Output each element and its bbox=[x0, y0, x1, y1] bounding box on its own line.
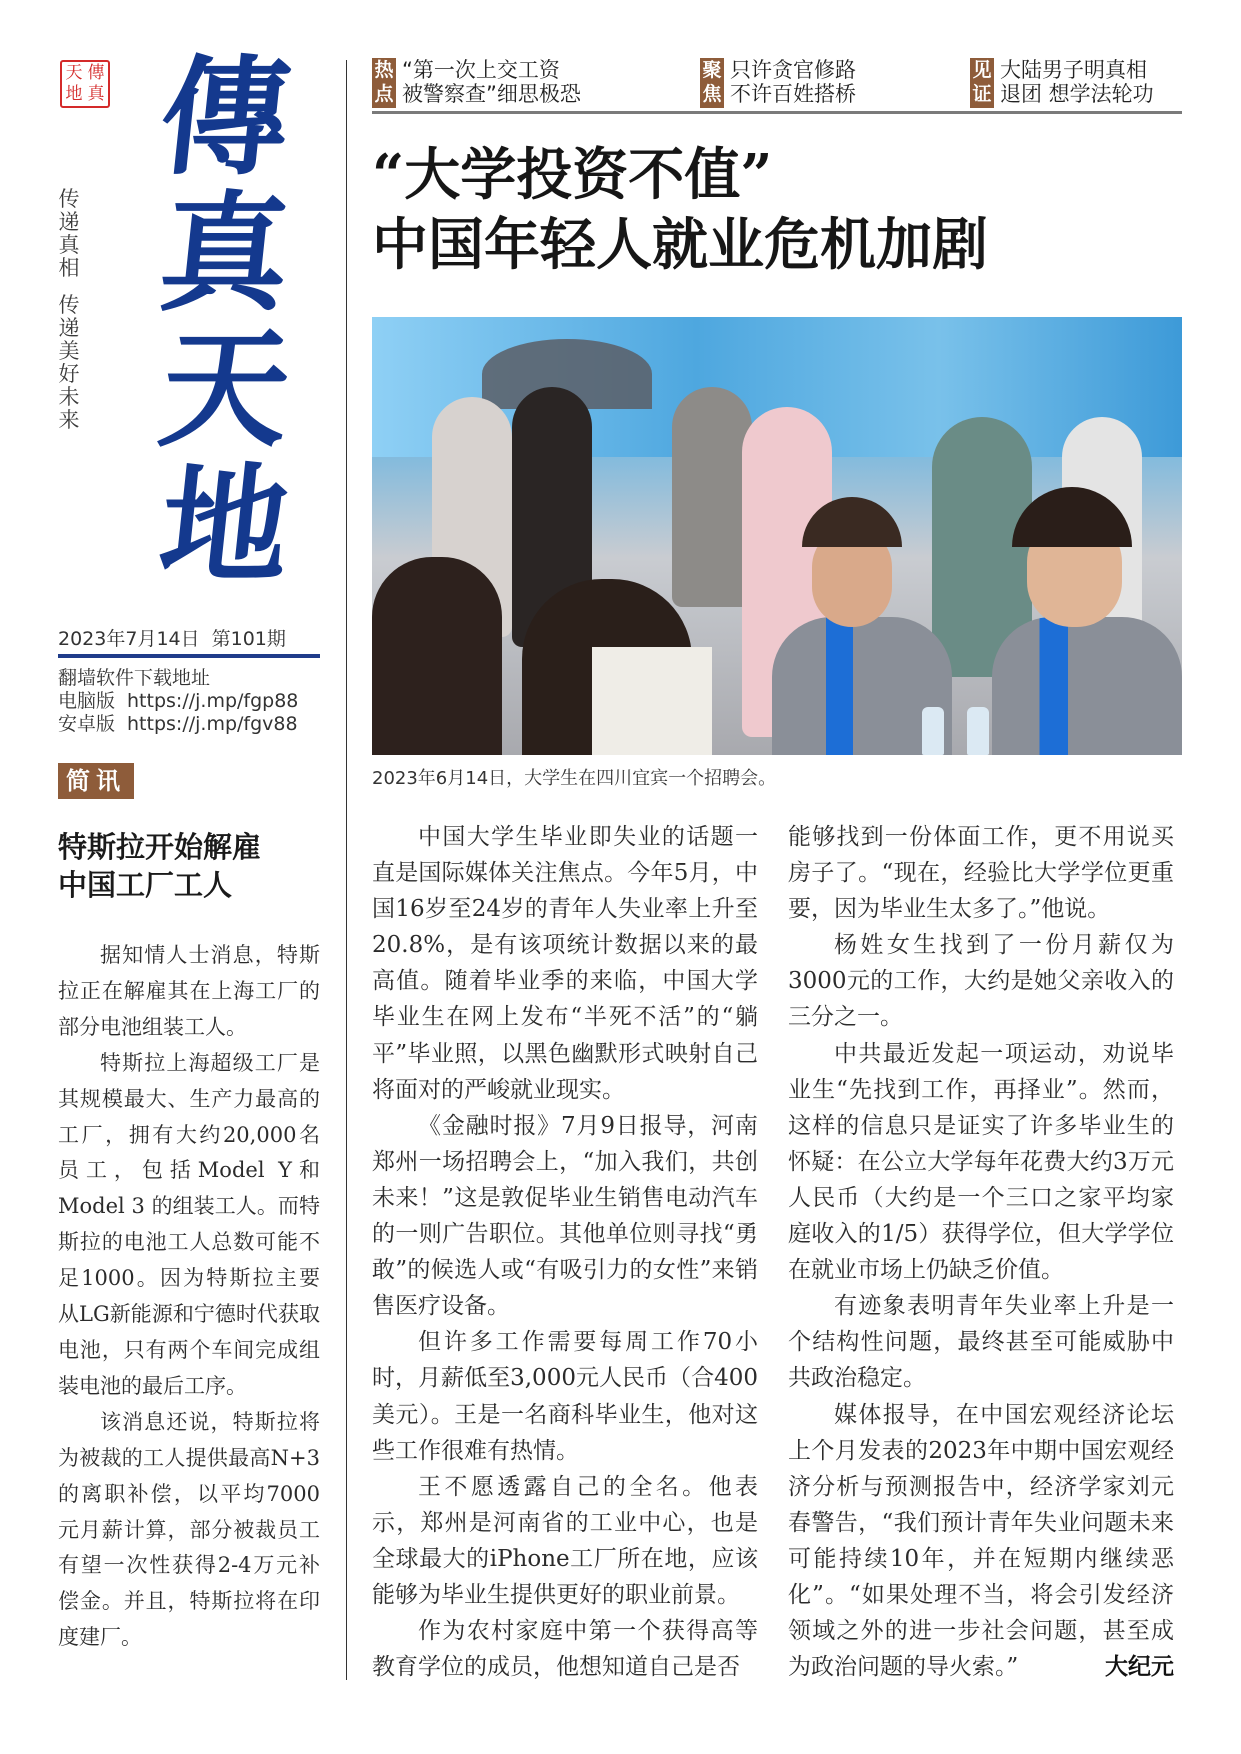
photo-person bbox=[672, 387, 752, 607]
photo-student-shirt bbox=[592, 647, 712, 755]
teaser-text bbox=[402, 58, 581, 108]
article-paragraph: 能够找到一份体面工作，更不用说买房子了。“现在，经验比大学学位更重要，因为毕业生太多了。”他说。 bbox=[788, 824, 1174, 923]
brief-headline-line: 中国工厂工人 bbox=[58, 868, 233, 902]
teaser-tag-char: 证 bbox=[972, 83, 992, 105]
brief-section-tag: 简讯 bbox=[58, 763, 134, 799]
download-box bbox=[58, 667, 298, 736]
article-paragraph: 但许多工作需要每周工作70小时，月薪低至3,000元人民币（合400美元）。王是一名商科毕业生，他对这些工作很难有热情。 bbox=[372, 1329, 758, 1464]
seal-char: 傳 bbox=[87, 63, 105, 83]
teaser-text bbox=[730, 58, 856, 108]
teaser-line: 退团 想学法轮功 bbox=[1000, 82, 1154, 106]
article-paragraph: 中共最近发起一项运动，劝说毕业生“先找到工作，再择业”。然而，这样的信息只是证实了许多毕业生的怀疑：在公立大学每年花费大约3万元人民币（大约是一个三口之家平均家庭收入的1/5）获得学位，但大学学位在就业市场上仍缺乏价值。 bbox=[788, 1040, 1174, 1284]
slogan-char: 美 bbox=[58, 339, 80, 363]
photo-caption: 2023年6月14日，大学生在四川宜宾一个招聘会。 bbox=[372, 768, 777, 789]
android-label: 安卓版 bbox=[58, 713, 116, 735]
teaser-line: 不许百姓搭桥 bbox=[730, 82, 856, 106]
article-paragraph: 作为农村家庭中第一个获得高等教育学位的成员，他想知道自己是否 bbox=[372, 1618, 758, 1681]
issue-divider bbox=[58, 654, 320, 658]
article-paragraph: 杨姓女生找到了一份月薪仅为3000元的工作，大约是她父亲收入的三分之一。 bbox=[788, 932, 1174, 1031]
photo-water-bottle bbox=[967, 707, 989, 755]
download-title: 翻墙软件下载地址 bbox=[58, 667, 211, 689]
article-headline bbox=[372, 140, 1192, 280]
article-column-1 bbox=[372, 819, 758, 1685]
photo-recruiter bbox=[992, 617, 1182, 755]
teaser-tag bbox=[970, 58, 994, 108]
seal-char: 真 bbox=[87, 84, 105, 104]
issue-date: 2023年7月14日 bbox=[58, 628, 200, 650]
photo-student bbox=[372, 557, 502, 755]
brief-headline bbox=[58, 828, 328, 904]
brief-body bbox=[58, 938, 320, 1656]
photo-water-bottle bbox=[922, 707, 944, 755]
slogan-char: 真 bbox=[58, 233, 80, 257]
slogan-char: 传 bbox=[58, 293, 80, 317]
masthead-char: 天 bbox=[153, 315, 297, 465]
article-byline: 大纪元 bbox=[1105, 1654, 1174, 1681]
masthead-char: 地 bbox=[153, 451, 297, 601]
seal-char: 地 bbox=[65, 84, 83, 104]
slogan bbox=[56, 188, 82, 432]
teaser-hot[interactable] bbox=[372, 58, 581, 108]
teaser-tag bbox=[700, 58, 724, 108]
article-paragraph: 王不愿透露自己的全名。他表示，郑州是河南省的工业中心，也是全球最大的iPhone工厂所在地，应该能够为毕业生提供更好的职业前景。 bbox=[372, 1473, 758, 1608]
article-paragraph: 中国大学生毕业即失业的话题一直是国际媒体关注焦点。今年5月，中国16岁至24岁的青年人失业率上升至20.8%，是有该项统计数据以来的最高值。随着毕业季的来临，中国大学毕业生在网上发布“半死不活”的“躺平”毕业照，以黑色幽默形式映射自己将面对的严峻就业现实。 bbox=[372, 824, 758, 1103]
pc-url-link[interactable]: https://j.mp/fgp88 bbox=[127, 690, 299, 712]
masthead-char: 傳 bbox=[153, 43, 297, 193]
slogan-char: 递 bbox=[58, 210, 80, 234]
article-paragraph-text: 媒体报导，在中国宏观经济论坛上个月发表的2023年中期中国宏观经济分析与预测报告中，经济学家刘元春警告，“我们预计青年失业问题未来可能持续10年，并在短期内继续恶化”。“如果处理不当，将会引发经济领域之外的进一步社会问题，甚至成为政治问题的导火索。” bbox=[788, 1401, 1174, 1681]
teaser-tag-char: 焦 bbox=[702, 83, 722, 105]
masthead-title bbox=[140, 43, 310, 601]
teaser-witness[interactable] bbox=[970, 58, 1154, 108]
issue-info bbox=[58, 624, 320, 651]
slogan-char: 来 bbox=[58, 408, 80, 432]
download-pc bbox=[58, 690, 298, 713]
android-url-link[interactable]: https://j.mp/fgv88 bbox=[127, 713, 298, 735]
teaser-tag-char: 见 bbox=[972, 59, 992, 81]
article-paragraph: 有迹象表明青年失业率上升是一个结构性问题，最终甚至可能威胁中共政治稳定。 bbox=[788, 1293, 1174, 1392]
brief-paragraph: 该消息还说，特斯拉将为被裁的工人提供最高N+3的离职补偿，以平均7000元月薪计算，部分被裁员工有望一次性获得2-4万元补偿金。并且，特斯拉将在印度建厂。 bbox=[58, 1409, 320, 1650]
article-paragraph bbox=[788, 1397, 1174, 1686]
article-column-2 bbox=[788, 819, 1174, 1685]
brief-paragraph: 特斯拉上海超级工厂是其规模最大、生产力最高的工厂，拥有大约20,000名员工，包括Model Y和Model 3 的组装工人。而特斯拉的电池工人总数可能不足1000。因为特斯拉主要从LG新能源和宁德时代获取电池，只有两个车间完成组装电池的最后工序。 bbox=[58, 1050, 320, 1398]
headline-line: “大学投资不值” bbox=[372, 142, 773, 208]
seal-char: 天 bbox=[65, 63, 83, 83]
teaser-tag-char: 聚 bbox=[702, 59, 722, 81]
teaser-tag-char: 热 bbox=[374, 59, 394, 81]
download-android bbox=[58, 713, 298, 736]
teaser-line: 被警察查”细思极恐 bbox=[402, 82, 581, 106]
brief-paragraph: 据知情人士消息，特斯拉正在解雇其在上海工厂的部分电池组装工人。 bbox=[58, 943, 320, 1039]
teaser-text bbox=[1000, 58, 1154, 108]
headline-line: 中国年轻人就业危机加剧 bbox=[372, 212, 988, 278]
slogan-char: 好 bbox=[58, 362, 80, 386]
slogan-gap bbox=[56, 280, 82, 294]
teaser-tag bbox=[372, 58, 396, 108]
slogan-char: 传 bbox=[58, 187, 80, 211]
teaser-line: 大陆男子明真相 bbox=[1000, 58, 1147, 82]
brief-headline-line: 特斯拉开始解雇 bbox=[58, 830, 262, 864]
issue-number: 第101期 bbox=[211, 628, 286, 650]
slogan-char: 未 bbox=[58, 385, 80, 409]
article-paragraph: 《金融时报》7月9日报导，河南郑州一场招聘会上，“加入我们，共创未来！”这是敦促毕业生销售电动汽车的一则广告职位。其他单位则寻找“勇敢”的候选人或“有吸引力的女性”来销售医疗设备。 bbox=[372, 1112, 758, 1320]
teaser-line: “第一次上交工资 bbox=[402, 58, 560, 82]
slogan-char: 递 bbox=[58, 316, 80, 340]
teaser-tag-char: 点 bbox=[374, 83, 394, 105]
slogan-char: 相 bbox=[58, 256, 80, 280]
pc-label: 电脑版 bbox=[58, 690, 116, 712]
logo-seal bbox=[60, 60, 110, 108]
column-divider bbox=[346, 60, 347, 1680]
article-photo bbox=[372, 317, 1182, 755]
masthead-char: 真 bbox=[153, 179, 297, 329]
teaser-line: 只许贪官修路 bbox=[730, 58, 856, 82]
teaser-focus[interactable] bbox=[700, 58, 856, 108]
teaser-divider bbox=[372, 111, 1182, 114]
